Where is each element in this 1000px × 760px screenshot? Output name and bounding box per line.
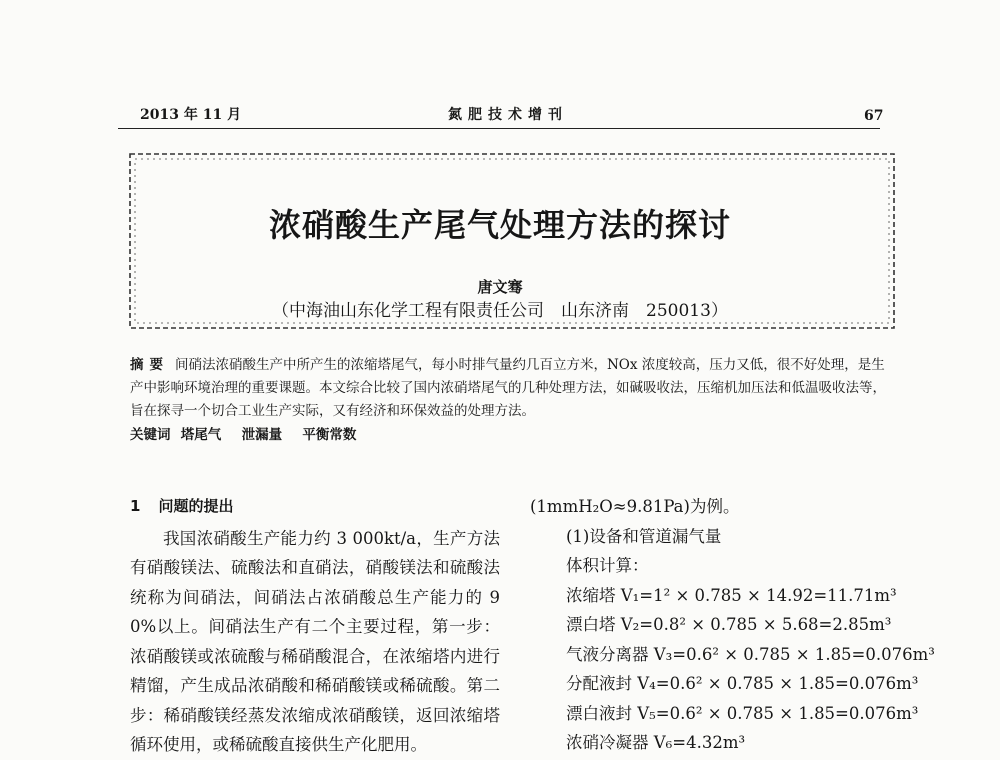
keywords-label: 关键词 xyxy=(130,427,171,443)
keywords xyxy=(130,424,372,447)
calc-label: 体积计算： xyxy=(566,556,649,575)
author-name: 唐文骞 xyxy=(477,278,523,296)
section-number: 1 xyxy=(130,497,141,515)
abstract xyxy=(130,354,898,423)
abstract-label: 摘要 xyxy=(130,357,169,373)
section-title: 问题的提出 xyxy=(158,497,234,515)
page-header xyxy=(0,0,1000,140)
calc-line: 漂白塔 V₂=0.8² × 0.785 × 5.68=2.85m³ xyxy=(566,615,892,634)
calc-line: 分配液封 V₄=0.6² × 0.785 × 1.85=0.076m³ xyxy=(566,674,919,693)
unit-note: (1mmH₂O≈9.81Pa)为例。 xyxy=(530,497,740,516)
issue-date: 2013 年 11 月 xyxy=(140,107,242,123)
calc-line: 浓硝冷凝器 V₆=4.32m³ xyxy=(566,733,746,752)
keyword: 塔尾气 xyxy=(180,427,222,443)
body-paragraph: 我国浓硝酸生产能力约 3 000kt/a，生产方法有硝酸镁法、硫酸法和直硝法，硝酸镁法和硫酸法统称为间硝法，间硝法占浓硝酸总生产能力的 90%以上。间硝法生产有二个主要过程，第一步：浓硝酸镁或浓硫酸与稀硝酸混合，在浓缩塔内进行精馏，产生成品浓硝酸和稀硝酸镁或稀硫酸。第二步：稀硝酸镁经蒸发浓缩成浓硝酸镁，返回浓缩塔循环使用，或稀硫酸直接供生产化肥用。 xyxy=(130,528,500,754)
keyword: 平衡常数 xyxy=(302,427,357,443)
paper-title: 浓硝酸生产尾气处理方法的探讨 xyxy=(268,206,731,244)
header-rule xyxy=(118,128,880,129)
journal-name: 氮肥技术增刊 xyxy=(448,107,568,123)
abstract-text: 间硝法浓硝酸生产中所产生的浓缩塔尾气，每小时排气量约几百立方米，NOx 浓度较高，压力又低，很不好处理，是生产中影响环境治理的重要课题。本文综合比较了国内浓硝塔尾气的几种处理方法，如碱吸收法，压缩机加压法和低温吸收法等，旨在探寻一个切合工业生产实际，又有经济和环保效益的处理方法。 xyxy=(130,357,886,419)
section-heading xyxy=(130,492,500,522)
right-column xyxy=(530,492,935,758)
subsection-heading: (1)设备和管道漏气量 xyxy=(566,526,722,546)
keyword: 泄漏量 xyxy=(241,427,283,443)
calc-line: 漂白液封 V₅=0.6² × 0.785 × 1.85=0.076m³ xyxy=(566,703,919,723)
calc-line: 浓缩塔 V₁=1² × 0.785 × 14.92=11.71m³ xyxy=(566,585,897,605)
author-affiliation: （中海油山东化学工程有限责任公司 山东济南 250013） xyxy=(272,301,728,321)
calc-line: 气液分离器 V₃=0.6² × 0.785 × 1.85=0.076m³ xyxy=(566,644,935,664)
left-column xyxy=(130,492,500,760)
page-number: 67 xyxy=(864,108,884,124)
